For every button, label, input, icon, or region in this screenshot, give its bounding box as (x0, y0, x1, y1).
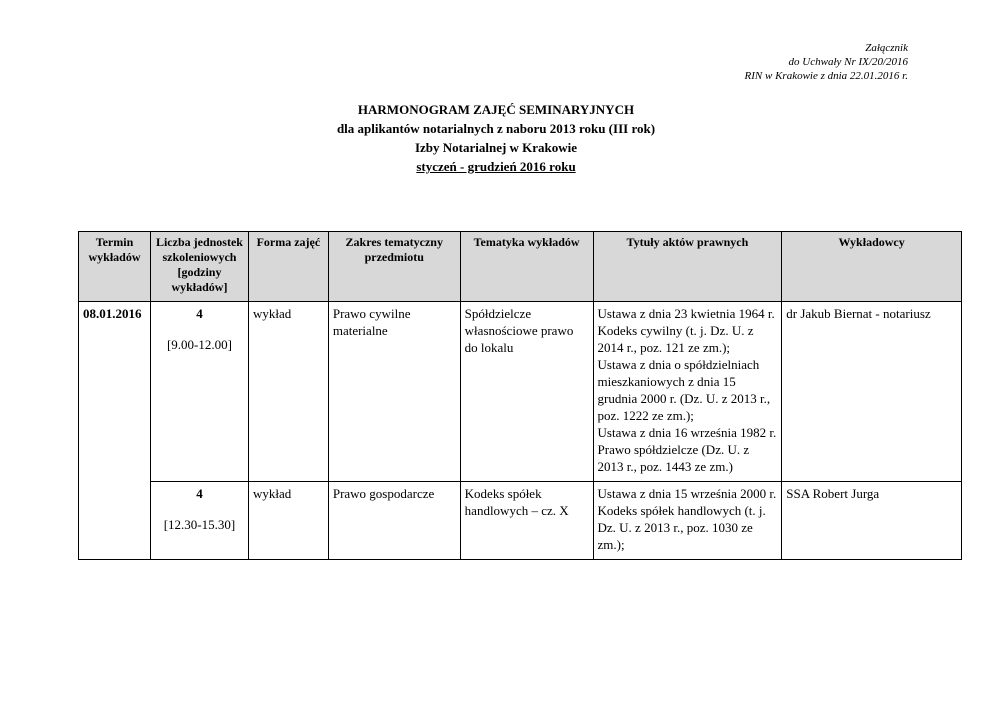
units-hours: [12.30-15.30] (163, 517, 236, 532)
table-row (79, 302, 962, 482)
schedule-table (78, 231, 962, 560)
act-item: Ustawa z dnia 16 września 1982 r. Prawo spółdzielcze (Dz. U. z 2013 r., poz. 1443 ze zm.) (597, 425, 777, 474)
annex-title: Załącznik (865, 42, 908, 54)
topic-cell: Kodeks spółek handlowych – cz. X (460, 482, 593, 560)
header-term: Termin wykładów (79, 232, 151, 302)
acts-cell (593, 302, 782, 482)
scope-cell: Prawo gospodarcze (328, 482, 460, 560)
units-cell (150, 482, 248, 560)
topic-cell: Spółdzielcze własnościowe prawo do lokalu (460, 302, 593, 482)
header-units: Liczba jednostek szkoleniowych [godziny wykładów] (150, 232, 248, 302)
title-chamber: Izby Notarialnej w Krakowie (414, 140, 578, 155)
annex-resolution: do Uchwały Nr IX/20/2016 (788, 56, 908, 68)
annex-note (745, 41, 908, 83)
act-item: Ustawa z dnia o spółdzielniach mieszkaniowych z dnia 15 grudnia 2000 r. (Dz. U. z 2013 r., poz. 1222 ze zm.); (597, 357, 771, 423)
units-count: 4 (196, 486, 203, 501)
units-hours: [9.00-12.00] (166, 337, 232, 352)
act-item: Ustawa z dnia 15 września 2000 r. Kodeks spółek handlowych (t. j. Dz. U. z 2013 r., poz. 1030 ze zm.); (597, 486, 777, 552)
lecture-date: 08.01.2016 (79, 302, 151, 560)
title-audience: dla aplikantów notarialnych z naboru 2013 roku (III rok) (336, 121, 656, 136)
units-cell (150, 302, 248, 482)
document-title (0, 100, 992, 176)
header-topic: Tematyka wykładów (460, 232, 593, 302)
table-header-row (79, 232, 962, 302)
scope-cell: Prawo cywilne materialne (328, 302, 460, 482)
form-cell: wykład (248, 482, 328, 560)
units-count: 4 (196, 306, 203, 321)
table-row (79, 482, 962, 560)
act-item: Ustawa z dnia 23 kwietnia 1964 r. Kodeks cywilny (t. j. Dz. U. z 2014 r., poz. 121 ze zm.); (597, 306, 775, 355)
header-form: Forma zajęć (248, 232, 328, 302)
header-scope: Zakres tematyczny przedmiotu (328, 232, 460, 302)
header-acts: Tytuły aktów prawnych (593, 232, 782, 302)
acts-cell (593, 482, 782, 560)
header-lecturers: Wykładowcy (782, 232, 962, 302)
annex-date: RIN w Krakowie z dnia 22.01.2016 r. (744, 70, 908, 82)
lecturer-cell: SSA Robert Jurga (782, 482, 962, 560)
title-main: HARMONOGRAM ZAJĘĆ SEMINARYJNYCH (357, 102, 635, 117)
title-period: styczeń - grudzień 2016 roku (416, 159, 576, 174)
form-cell: wykład (248, 302, 328, 482)
lecturer-cell: dr Jakub Biernat - notariusz (782, 302, 962, 482)
